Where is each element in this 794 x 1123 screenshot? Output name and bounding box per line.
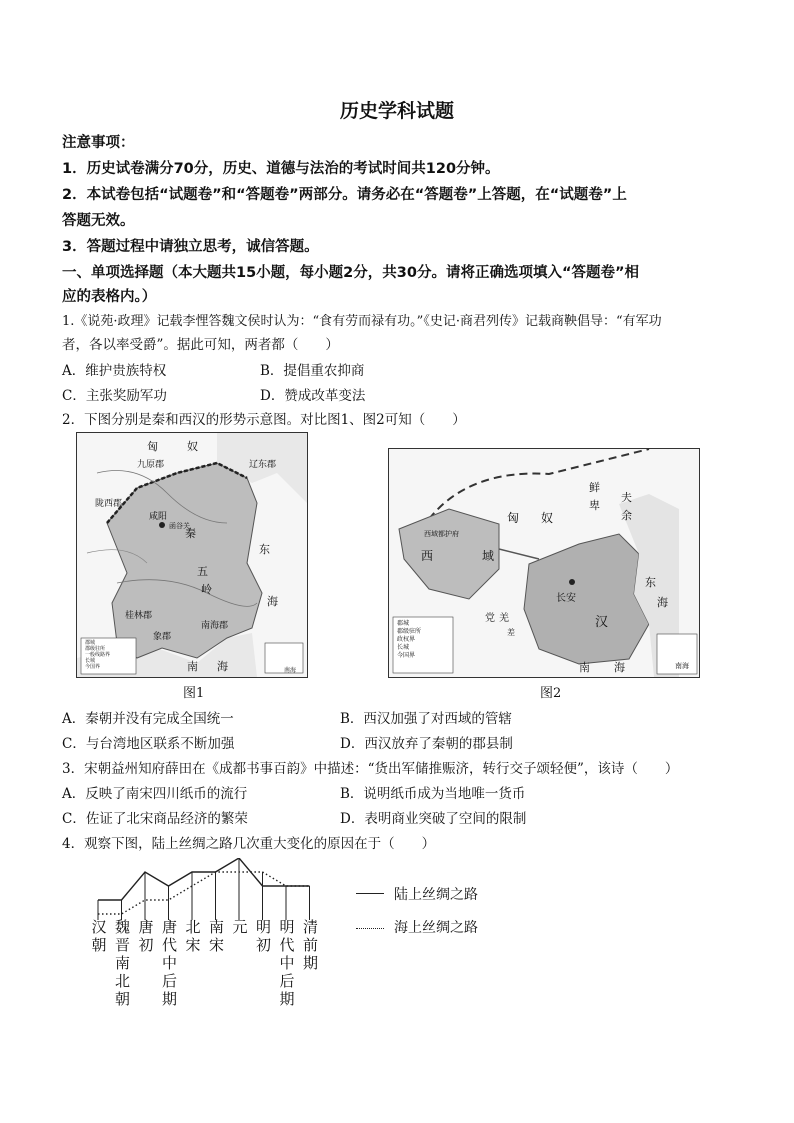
map2-inset: 南海 bbox=[675, 662, 689, 670]
period-label: 南宋 bbox=[208, 918, 224, 954]
map1-label: 东 bbox=[259, 543, 270, 556]
period-label: 唐代中后期 bbox=[161, 918, 177, 1008]
notice-item-2: 2．本试卷包括“试题卷”和“答题卷”两部分。请务必在“答题卷”上答题，在“试题卷”上 bbox=[62, 187, 627, 203]
notice-item-1: 1．历史试卷满分70分，历史、道德与法治的考试时间共120分钟。 bbox=[62, 161, 500, 177]
map1-label: 海 bbox=[217, 660, 228, 673]
map1-label: 南 bbox=[187, 660, 198, 673]
q2-option-b: B．西汉加强了对西域的管辖 bbox=[340, 711, 512, 727]
land-route-line bbox=[98, 858, 310, 900]
map1-label: 函谷关 bbox=[169, 522, 190, 530]
map1-label: 咸阳 bbox=[149, 512, 168, 522]
map2-label: 海 bbox=[614, 661, 625, 674]
map2-legend: 郡城 郡级驻所 政权界 长城 今国界 bbox=[397, 620, 422, 659]
map2-label: 西 bbox=[421, 549, 434, 563]
section1-heading: 一、单项选择题（本大题共15小题，每小题2分，共30分。请将正确选项填入“答题卷”相 bbox=[62, 265, 640, 281]
q1-stem-cont: 者，各以率受爵”。据此可知，两者都（ ） bbox=[62, 337, 339, 353]
period-label: 汉朝 bbox=[91, 918, 107, 954]
period-label: 明初 bbox=[255, 918, 271, 954]
map1-label: 陇西郡 bbox=[95, 499, 123, 509]
legend-sea-line bbox=[356, 928, 384, 929]
map2-label: 差 bbox=[507, 628, 515, 637]
map-western-han bbox=[388, 448, 700, 678]
q1-option-d: D．赞成改革变法 bbox=[260, 388, 366, 404]
map2-label: 长安 bbox=[556, 593, 576, 604]
q3-option-a: A．反映了南宋四川纸币的流行 bbox=[62, 786, 248, 802]
map1-caption: 图1 bbox=[183, 686, 205, 701]
map2-label: 域 bbox=[482, 549, 495, 563]
q2-option-a: A．秦朝并没有完成全国统一 bbox=[62, 711, 234, 727]
period-label: 清前期 bbox=[302, 918, 318, 972]
q4-stem: 4．观察下图，陆上丝绸之路几次重大变化的原因在于（ ） bbox=[62, 836, 436, 852]
q3-option-b: B．说明纸币成为当地唯一货币 bbox=[340, 786, 526, 802]
map1-inset: 南海 bbox=[284, 667, 297, 674]
notice-item-3: 3．答题过程中请独立思考，诚信答题。 bbox=[62, 239, 319, 255]
legend-land-label: 陆上丝绸之路 bbox=[394, 887, 478, 903]
map2-label: 汉 bbox=[595, 615, 609, 630]
map2-label: 西域都护府 bbox=[424, 530, 459, 538]
period-label: 唐初 bbox=[138, 918, 154, 954]
q3-stem: 3．宋朝益州知府薛田在《成都书事百韵》中描述：“货出军储推赈济，转行交子颂轻便”，该诗（ ） bbox=[62, 761, 679, 777]
map2-caption: 图2 bbox=[540, 686, 562, 701]
q3-option-d: D．表明商业突破了空间的限制 bbox=[340, 811, 527, 827]
notice-heading: 注意事项： bbox=[62, 135, 135, 151]
period-label: 魏晋南北朝 bbox=[114, 918, 130, 1008]
map2-label: 匈 bbox=[507, 511, 520, 525]
section1-heading-cont: 应的表格内。） bbox=[62, 289, 157, 305]
legend-land-line bbox=[356, 893, 384, 894]
map2-label: 鲜 bbox=[589, 481, 600, 494]
period-label: 明代中后期 bbox=[279, 918, 295, 1008]
map1-label: 匈 bbox=[147, 440, 158, 453]
map1-label: 象郡 bbox=[153, 632, 172, 642]
map2-label: 余 bbox=[621, 509, 632, 522]
map1-label: 南海郡 bbox=[201, 621, 229, 631]
map-qin bbox=[76, 432, 308, 678]
q1-option-b: B．提倡重农抑商 bbox=[260, 363, 365, 379]
map2-label: 卑 bbox=[589, 499, 600, 512]
map2-label: 羌 bbox=[499, 613, 509, 624]
q2-stem: 2．下图分别是秦和西汉的形势示意图。对比图1、图2可知（ ） bbox=[62, 412, 466, 428]
map1-legend: 郡城 郡级驻所 一般线路界 长城 今国界 bbox=[85, 640, 111, 670]
map1-label: 五 bbox=[197, 565, 208, 578]
silk-road-chart bbox=[90, 858, 340, 1018]
map1-label: 辽东郡 bbox=[249, 460, 277, 470]
map1-label: 九原郡 bbox=[137, 460, 165, 470]
map1-label: 岭 bbox=[201, 583, 212, 596]
q2-option-c: C．与台湾地区联系不断加强 bbox=[62, 736, 235, 752]
notice-item-2-cont: 答题无效。 bbox=[62, 213, 135, 229]
period-label: 北宋 bbox=[185, 918, 201, 954]
q2-option-d: D．西汉放弃了秦朝的郡县制 bbox=[340, 736, 513, 752]
map2-label: 东 bbox=[645, 576, 656, 589]
q1-option-a: A．维护贵族特权 bbox=[62, 363, 167, 379]
map2-label: 奴 bbox=[541, 511, 554, 525]
q1-stem: 1.《说苑·政理》记载李悝答魏文侯时认为：“食有劳而禄有功。”《史记·商君列传》记载商鞅倡导：“有军功 bbox=[62, 314, 662, 329]
map1-label: 秦 bbox=[185, 527, 196, 540]
sea-route-line bbox=[98, 872, 310, 914]
page-title: 历史学科试题 bbox=[339, 100, 454, 122]
q1-option-c: C．主张奖励军功 bbox=[62, 388, 167, 404]
map2-label: 海 bbox=[657, 596, 668, 609]
legend-sea-label: 海上丝绸之路 bbox=[394, 920, 478, 936]
map1-label: 桂林郡 bbox=[125, 611, 153, 621]
map1-label: 海 bbox=[267, 595, 278, 608]
period-label: 元 bbox=[232, 918, 248, 936]
map2-label: 夫 bbox=[621, 491, 632, 504]
q3-option-c: C．佐证了北宋商品经济的繁荣 bbox=[62, 811, 248, 827]
map2-label: 南 bbox=[579, 661, 590, 674]
map1-label: 奴 bbox=[187, 440, 198, 453]
map2-label: 党 bbox=[485, 613, 495, 624]
